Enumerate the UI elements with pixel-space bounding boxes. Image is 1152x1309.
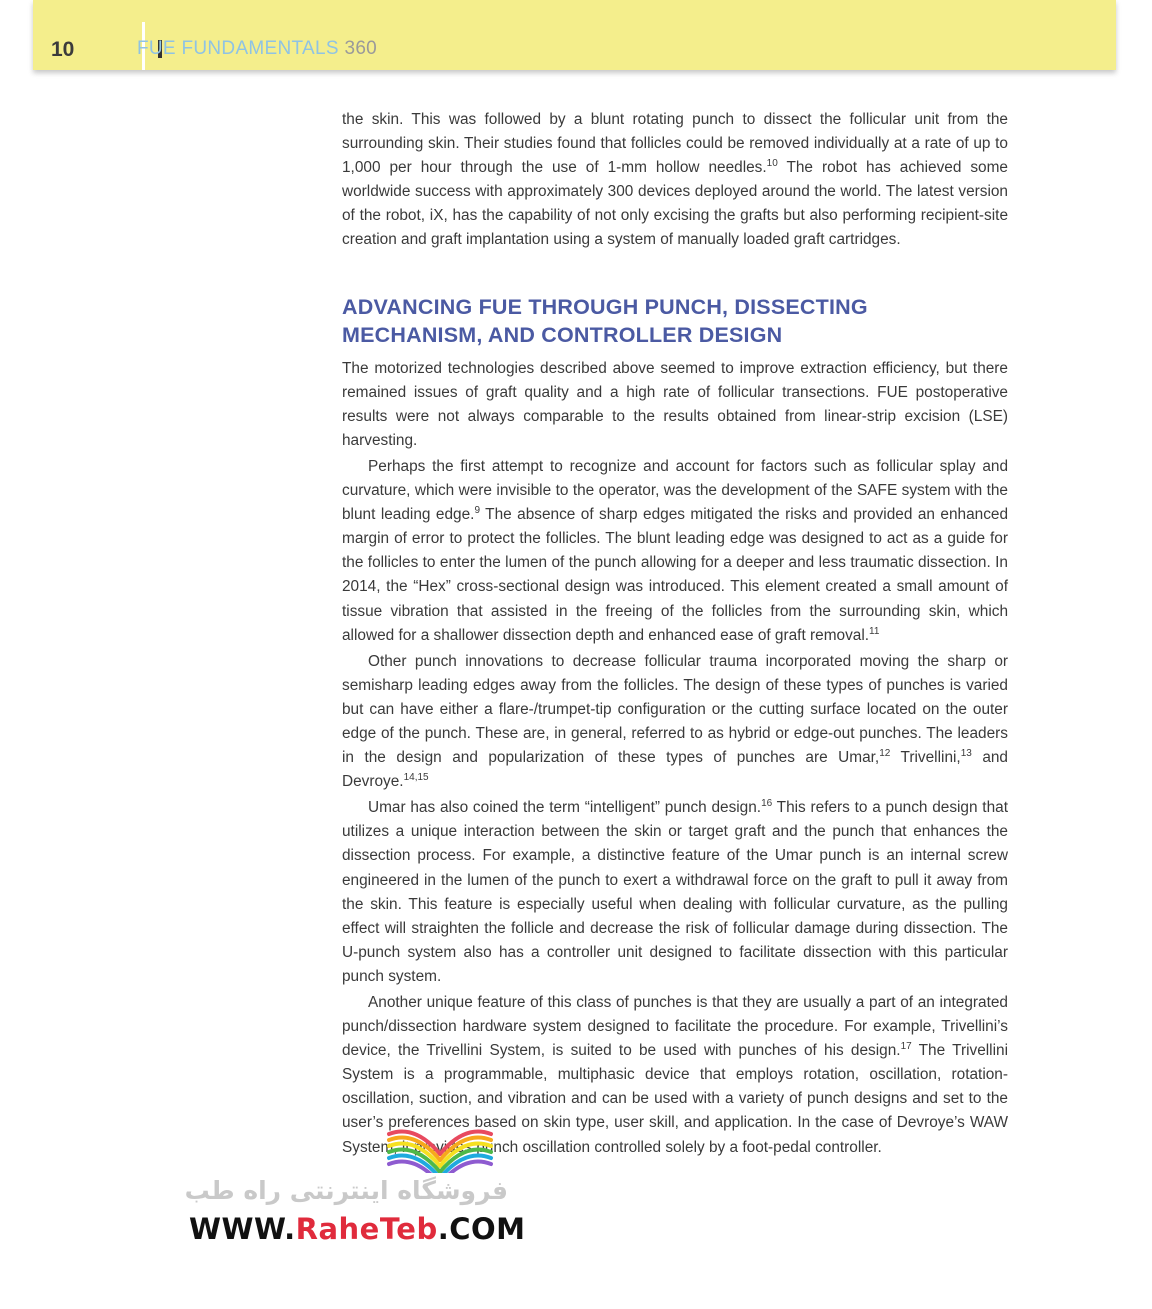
- url-prefix: WWW.: [189, 1212, 296, 1246]
- watermark-persian-text: فروشگاه اینترنتی راه طب: [184, 1176, 508, 1205]
- paragraph-4: [342, 650, 1008, 795]
- citation: 16: [761, 798, 773, 810]
- citation: 12: [879, 748, 891, 760]
- running-title-text: FUE FUNDAMENTALS: [137, 38, 339, 59]
- text: Another unique feature of this class of punches is that they are usually a part of an integrated punch/dissection hardware system designed to facilitate the procedure. For example, Trivellini’s device, the Trivellini System, is suited to be used with punches of his design.: [342, 994, 1008, 1060]
- url-brand: RaheTeb: [295, 1212, 438, 1246]
- text: Other punch innovations to decrease follicular trauma incorporated moving the sharp or semisharp leading edges away from the follicles. The design of these types of punches is varied but can have either a flare-/trumpet-tip configuration or the cutting surface located on the outer edge of the punch. These are, in general, referred to as hybrid or edge-out punches. The leaders in the design and popularization of these types of punches are Umar,: [342, 652, 1008, 767]
- book-right-pages: [440, 1132, 491, 1174]
- citation: 10: [766, 158, 778, 170]
- citation: 9: [474, 505, 480, 517]
- book-logo-icon: [385, 1118, 495, 1173]
- text: The motorized technologies described above seemed to improve extraction efficiency, but there remained issues of graft quality and a high rate of follicular transections. FUE postoperative results were not always comparable to the results obtained from linear-strip excision (LSE) harvesting.: [342, 359, 1008, 449]
- citation: 14,15: [403, 772, 429, 784]
- watermark: [180, 1118, 526, 1253]
- text: The absence of sharp edges mitigated the risks and provided an enhanced margin of error to protect the follicles. The blunt leading edge was designed to act as a guide for the follicles to enter the lumen of the punch allowing for a deeper and less traumatic dissection. In 2014, the “Hex” cross-sectional design was introduced. This element created a small amount of tissue vibration that assisted in the freeing of the follicles from the surrounding skin, which allowed for a shallower dissection depth and enhanced ease of graft removal.: [342, 506, 1009, 644]
- watermark-url: [189, 1212, 526, 1246]
- heading-line-1: ADVANCING FUE THROUGH PUNCH, DISSECTING: [342, 294, 868, 319]
- paragraph-1: [342, 108, 1008, 253]
- page-number: 10: [51, 38, 75, 61]
- running-title-number: 360: [344, 38, 378, 59]
- paragraph-2: [342, 357, 1008, 453]
- text: Umar has also coined the term “intelligent” punch design.: [368, 799, 762, 817]
- citation: 13: [960, 748, 972, 760]
- paragraph-5: [342, 796, 1008, 989]
- text: This refers to a punch design that utilizes a unique interaction between the skin or target graft and the punch that enhances the dissection process. For example, a distinctive feature of the Umar punch is an internal screw engineered in the lumen of the punch to exert a withdrawal force on the graft to pull it away from the skin. This feature is especially useful when dealing with follicular curvature, as the pulling effect will straighten the follicle and decrease the risk of follicular damage during dissection. The U-punch system also has a controller unit designed to facilitate dissection with this particular punch system.: [342, 799, 1008, 985]
- heading-line-2: MECHANISM, AND CONTROLLER DESIGN: [342, 322, 783, 347]
- text: Perhaps the first attempt to recognize and account for factors such as follicular splay and curvature, which were invisible to the operator, was the development of the SAFE system with the blunt leading edge.: [342, 457, 1008, 524]
- book-left-pages: [389, 1132, 440, 1174]
- text: The Trivellini System is a programmable, multiphasic device that employs rotation, oscillation, rotation-oscillation, suction, and vibration and can be used with a variety of punch designs and set to the user’s preferences based on skin type, user skill, and application. In the case of Devroye’s WAW System, it provides punch oscillation controlled solely by a foot-pedal controller.: [342, 1042, 1008, 1156]
- running-title: [137, 38, 377, 60]
- section-heading: [342, 293, 1008, 349]
- citation: 11: [869, 625, 880, 637]
- text: Trivellini,: [890, 749, 961, 767]
- text: The robot has achieved some worldwide success with approximately 300 devices deployed around the world. The latest version of the robot, iX, has the capability of not only excising the grafts but also performing recipient-site creation and graft implantation using a system of manually loaded graft cartridges.: [342, 159, 1008, 249]
- text: the skin. This was followed by a blunt rotating punch to dissect the follicular unit from the surrounding skin. Their studies found that follicles could be removed individually at a rate of up to 1,000 per hour through the use of 1-mm hollow needles.: [342, 111, 1008, 177]
- text: and Devroye.: [342, 749, 1008, 791]
- paragraph-3: [342, 455, 1008, 648]
- citation: 17: [900, 1041, 912, 1053]
- article-body: [342, 108, 1008, 1160]
- url-suffix: .COM: [437, 1212, 526, 1246]
